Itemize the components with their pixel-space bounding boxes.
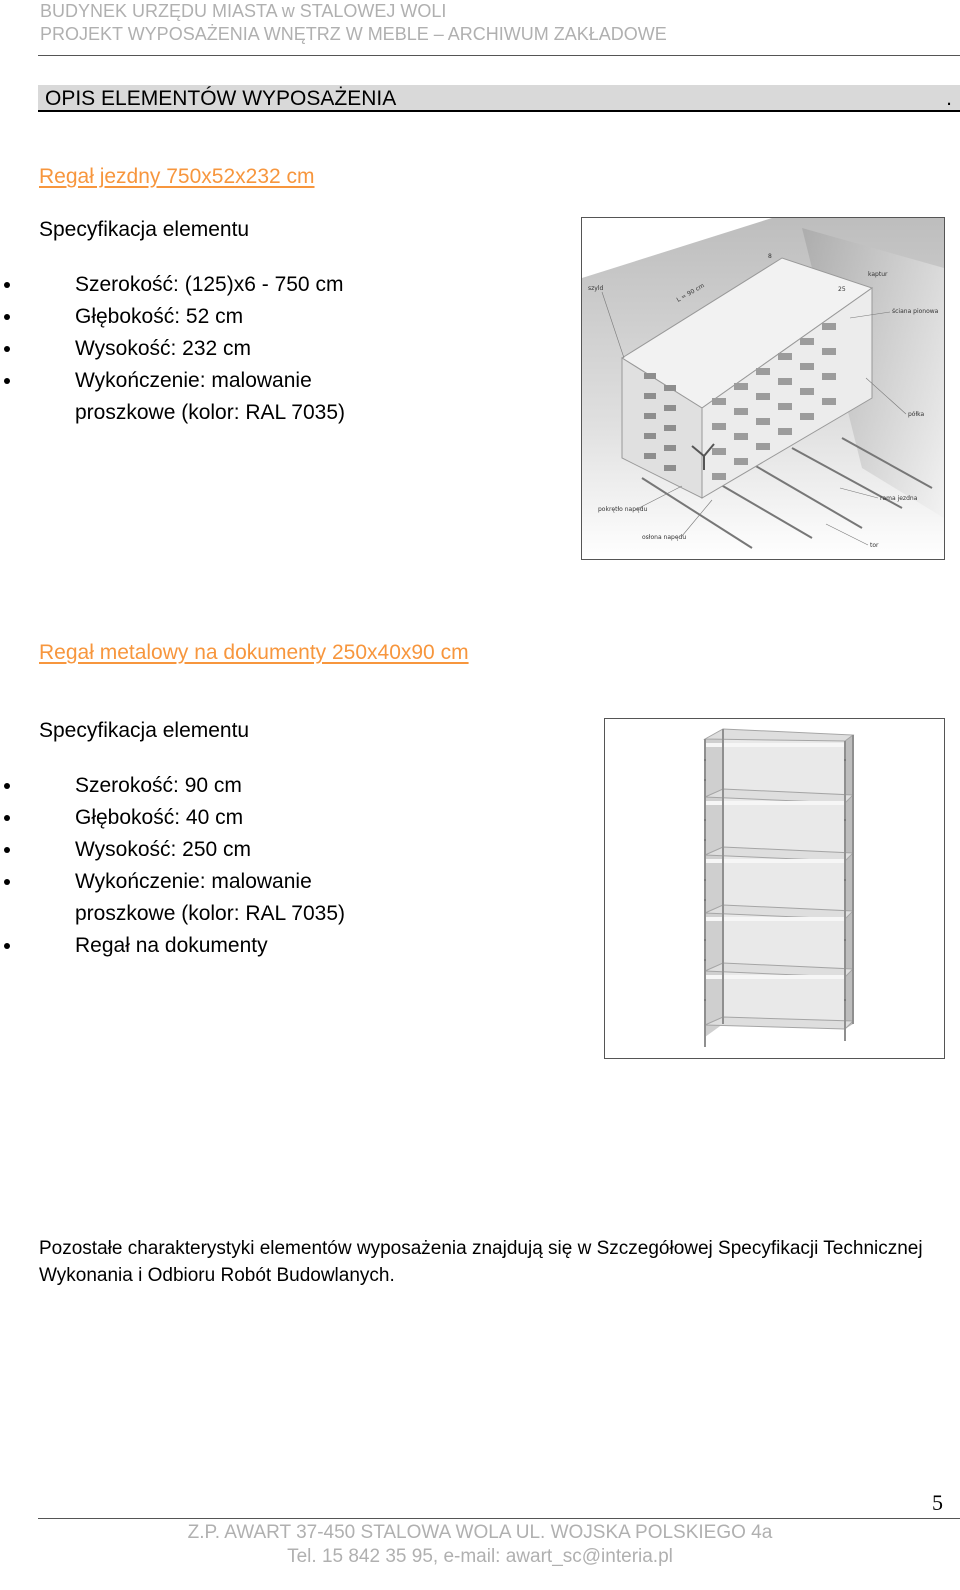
- label-szyld: szyld: [588, 285, 604, 292]
- list-item: Regał na dokumenty: [0, 930, 415, 962]
- header-divider: [38, 55, 960, 56]
- bullet-icon: [4, 346, 10, 352]
- footer-line-1: Z.P. AWART 37-450 STALOWA WOLA UL. WOJSKA POLSKIEGO 4a: [187, 1522, 773, 1543]
- bullet-icon: [4, 378, 10, 384]
- section-title-bar: [38, 85, 960, 112]
- item-2-spec-heading: Specyfikacja elementu: [39, 719, 250, 742]
- list-item: Głębokość: 52 cm: [0, 301, 415, 333]
- label-dim-long: L = 90 cm: [675, 282, 706, 304]
- label-dim-small: 8: [768, 253, 772, 260]
- bullet-icon: [4, 879, 10, 885]
- section-title-trailing: .: [946, 87, 952, 110]
- label-sciana: ściana pionowa: [892, 308, 939, 315]
- page-number: 5: [932, 1490, 943, 1515]
- label-pokretlo: pokrętło napędu: [598, 506, 648, 513]
- footer-line-2: Tel. 15 842 35 95, e-mail: awart_sc@interia.pl: [287, 1546, 673, 1567]
- label-rama: rama jezdna: [880, 495, 918, 502]
- bullet-icon: [4, 783, 10, 789]
- list-item: Wykończenie: malowanie proszkowe (kolor: RAL 7035): [0, 866, 415, 930]
- mobile-shelving-drawing: [582, 218, 944, 559]
- label-polka: półka: [908, 411, 925, 418]
- list-item: Wysokość: 232 cm: [0, 333, 415, 365]
- mobile-shelving-diagram: [581, 217, 945, 560]
- list-item: Szerokość: 90 cm: [0, 770, 415, 802]
- bullet-icon: [4, 943, 10, 949]
- list-item: Głębokość: 40 cm: [0, 802, 415, 834]
- item-1-title: Regał jezdny 750x52x232 cm: [39, 165, 315, 188]
- section-title: OPIS ELEMENTÓW WYPOSAŻENIA: [45, 87, 397, 110]
- document-header: [40, 0, 667, 46]
- label-tor: tor: [870, 542, 879, 549]
- item-2-title: Regał metalowy na dokumenty 250x40x90 cm: [39, 641, 469, 664]
- item-2-spec-list: [0, 770, 415, 962]
- header-line-1: BUDYNEK URZĘDU MIASTA w STALOWEJ WOLI: [40, 1, 447, 21]
- bullet-icon: [4, 282, 10, 288]
- item-1-spec-heading: Specyfikacja elementu: [39, 218, 250, 241]
- bullet-icon: [4, 815, 10, 821]
- label-kaptur: kaptur: [868, 271, 888, 278]
- metal-shelf-picture: [604, 718, 945, 1059]
- list-item: Wykończenie: malowanie proszkowe (kolor: RAL 7035): [0, 365, 415, 429]
- metal-shelf-drawing: [605, 719, 944, 1058]
- label-oslona: osłona napędu: [642, 534, 687, 541]
- header-line-2: PROJEKT WYPOSAŻENIA WNĘTRZ W MEBLE – ARCHIWUM ZAKŁADOWE: [40, 24, 667, 44]
- bullet-icon: [4, 314, 10, 320]
- footer-divider: [38, 1518, 960, 1519]
- label-dim-mid: 25: [838, 286, 846, 293]
- bullet-icon: [4, 847, 10, 853]
- list-item: Szerokość: (125)x6 - 750 cm: [0, 269, 415, 301]
- item-1-spec-list: [0, 269, 415, 429]
- list-item: Wysokość: 250 cm: [0, 834, 415, 866]
- footnote-text: Pozostałe charakterystyki elementów wyposażenia znajdują się w Szczegółowej Specyfikacji Technicznej Wykonania i Odbioru Robót Budowlanych.: [39, 1238, 923, 1286]
